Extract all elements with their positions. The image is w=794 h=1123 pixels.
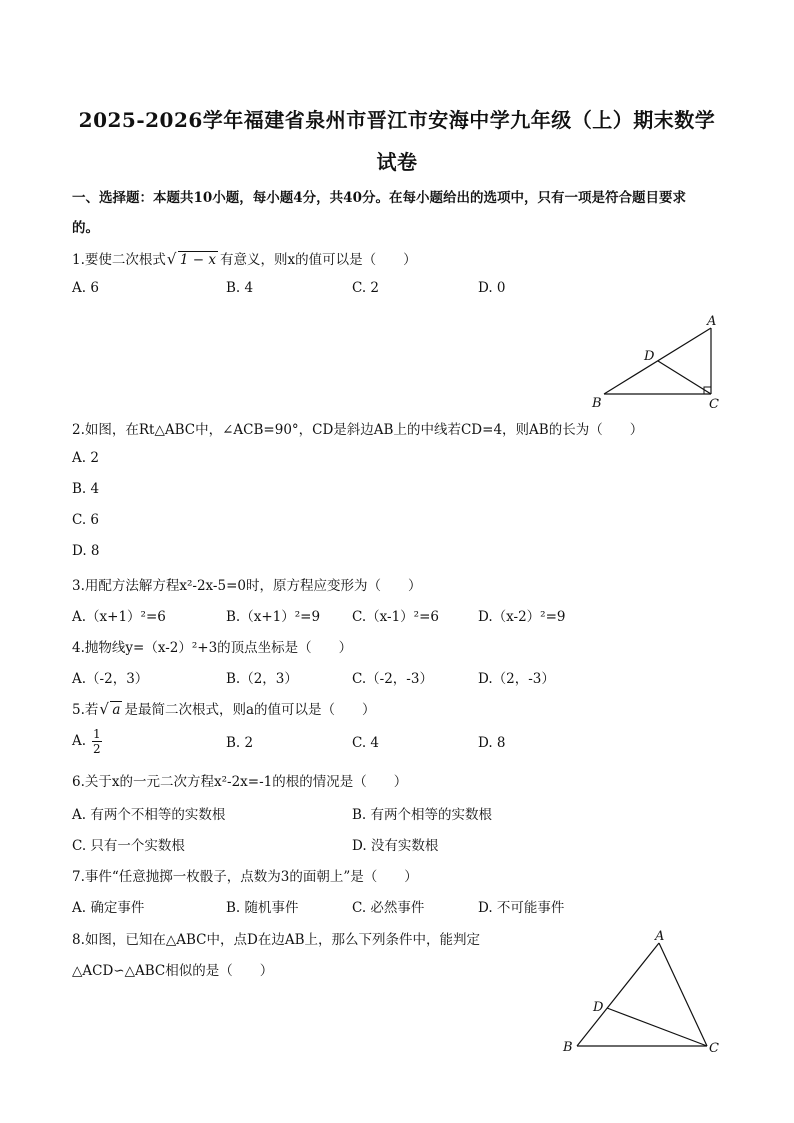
question-1-option-a: A. 6 [72, 280, 99, 296]
question-4-stem: 4.抛物线y=（x-2）²+3的顶点坐标是（ ） [72, 640, 353, 656]
question-3-option-b: B.（x+1）²=9 [226, 609, 321, 625]
question-3-stem: 3.用配方法解方程x²-2x-5=0时，原方程应变形为（ ） [72, 578, 422, 594]
fraction: $\frac{1}{2}$ [93, 727, 101, 756]
sqrt-symbol: √ a [100, 702, 122, 718]
figure1-label-c: C [709, 397, 719, 412]
page-title-line2: 试卷 [376, 150, 418, 174]
question-6-option-b: B. 有两个相等的实数根 [352, 807, 493, 823]
question-6-option-c: C. 只有一个实数根 [72, 838, 185, 854]
question-2-stem: 2.如图，在Rt△ABC中，∠ACB=90°，CD是斜边AB上的中线若CD=4，则AB的长为（ ） [72, 422, 644, 438]
figure2-label-a: A [655, 929, 665, 944]
figure2-label-c: C [709, 1041, 719, 1056]
question-4-option-a: A.（-2，3） [72, 671, 149, 687]
question-5-stem: 5.若√ a 是最简二次根式，则a的值可以是（ ） [72, 698, 376, 718]
question-1-option-b: B. 4 [226, 280, 254, 296]
page-title: 2025-2026学年福建省泉州市晋江市安海中学九年级（上）期末数学 [78, 108, 716, 132]
section-header: 一、选择题：本题共10小题，每小题4分，共40分。在每小题给出的选项中，只有一项是符合题目要求 [72, 190, 686, 206]
question-7-option-c: C. 必然事件 [352, 900, 425, 916]
question-6-option-d: D. 没有实数根 [352, 838, 439, 854]
question-7-stem: 7.事件“任意抛掷一枚骰子，点数为3的面朝上”是（ ） [72, 869, 418, 885]
question-4-option-b: B.（2，3） [226, 671, 298, 687]
sqrt-symbol: √ 1 − x [168, 252, 218, 268]
question-5-option-b: B. 2 [226, 735, 254, 751]
question-5-option-d: D. 8 [478, 735, 506, 751]
figure-triangle-abc [555, 925, 735, 1060]
question-2-option-d: D. 8 [72, 543, 100, 559]
figure1-label-b: B [592, 396, 602, 411]
section-header-line2: 的。 [72, 220, 99, 236]
figure2-label-d: D [593, 1000, 604, 1015]
question-3-option-d: D.（x-2）²=9 [478, 609, 566, 625]
question-3-option-a: A.（x+1）²=6 [72, 609, 166, 625]
question-6-stem: 6.关于x的一元二次方程x²-2x=-1的根的情况是（ ） [72, 774, 408, 790]
question-7-option-a: A. 确定事件 [72, 900, 145, 916]
question-3-option-c: C.（x-1）²=6 [352, 609, 439, 625]
question-4-option-d: D.（2，-3） [478, 671, 555, 687]
figure-right-triangle [580, 310, 730, 415]
question-4-option-c: C.（-2，-3） [352, 671, 433, 687]
question-2-option-c: C. 6 [72, 512, 100, 528]
question-5-option-c: C. 4 [352, 735, 380, 751]
figure2-label-b: B [563, 1040, 573, 1055]
question-2-option-a: A. 2 [72, 450, 99, 466]
question-1-stem: 1.要使二次根式√ 1 − x 有意义，则x的值可以是（ ） [72, 248, 417, 268]
question-8-stem: 8.如图，已知在△ABC中，点D在边AB上，那么下列条件中，能判定 [72, 932, 481, 948]
figure1-label-a: A [707, 314, 717, 329]
question-5-option-a: A. $\frac{1}{2}$ [72, 727, 101, 756]
question-8-stem-line2: △ACD∽△ABC相似的是（ ） [72, 963, 274, 979]
question-6-option-a: A. 有两个不相等的实数根 [72, 807, 226, 823]
figure1-label-d: D [644, 349, 655, 364]
question-7-option-d: D. 不可能事件 [478, 900, 565, 916]
question-1-option-d: D. 0 [478, 280, 506, 296]
question-1-option-c: C. 2 [352, 280, 380, 296]
question-2-option-b: B. 4 [72, 481, 100, 497]
question-7-option-b: B. 随机事件 [226, 900, 299, 916]
